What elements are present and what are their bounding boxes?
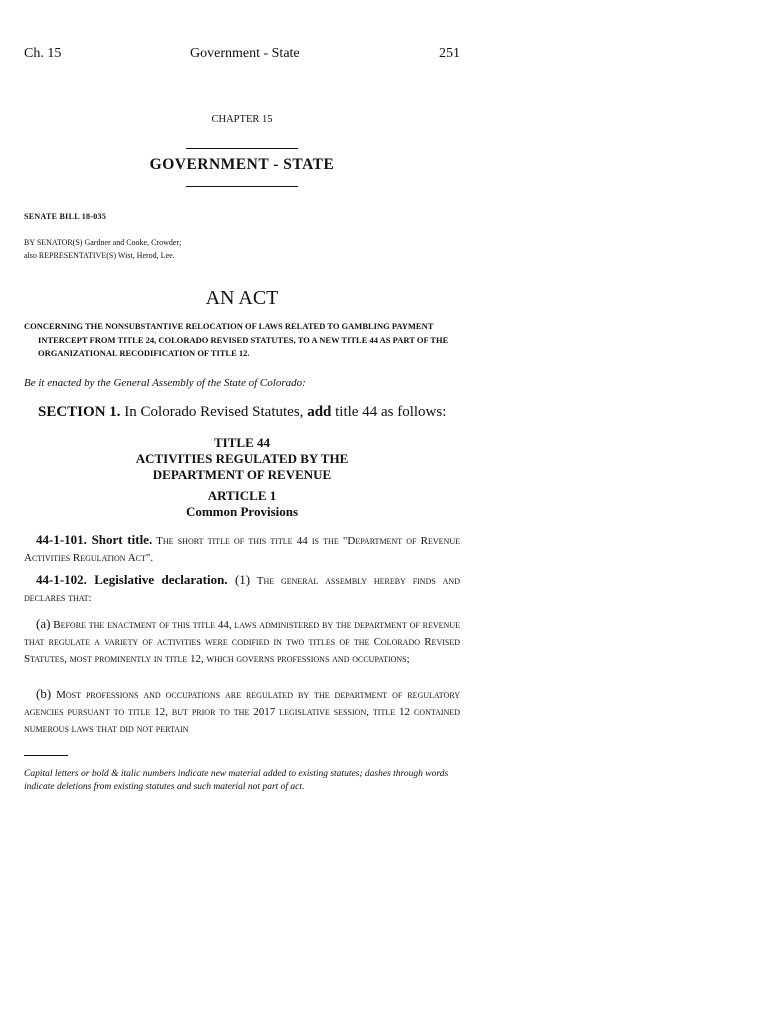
title-44-heading xyxy=(0,435,484,483)
title-rule-bottom xyxy=(186,186,298,187)
title-rule-top xyxy=(186,148,298,149)
page-header xyxy=(24,46,460,66)
section-1-add: add xyxy=(307,404,332,420)
act-concerning-clause xyxy=(24,320,460,361)
enacting-clause: Be it enacted by the General Assembly of the State of Colorado: xyxy=(24,377,306,389)
section-44-1-102-text: The general assembly hereby finds and declares that: xyxy=(24,575,460,604)
article-1-line-2: Common Provisions xyxy=(185,504,299,519)
bill-number: SENATE BILL 18-035 xyxy=(24,212,107,221)
section-1-text-a: In Colorado Revised Statutes, xyxy=(120,404,308,420)
section-44-1-101-heading: 44-1-101. Short title. xyxy=(36,532,153,547)
paragraph-a-label: (a) xyxy=(36,616,51,631)
concerning-line-2: INTERCEPT FROM TITLE 24, COLORADO REVISED STATUTES, TO A NEW TITLE 44 AS PART OF THE xyxy=(38,334,449,345)
title-44-line-1: TITLE 44 xyxy=(214,435,270,450)
act-title: AN ACT xyxy=(205,287,279,309)
section-1 xyxy=(38,404,446,421)
running-title: Government - State xyxy=(190,46,300,61)
title-44-line-3: DEPARTMENT OF REVENUE xyxy=(152,467,332,482)
footnote: Capital letters or bold & italic numbers indicate new material added to existing statutes; dashes through words indicate deletions from existing statutes and such material not part of act. xyxy=(24,769,449,792)
section-44-1-102-heading: 44-1-102. Legislative declaration. xyxy=(36,572,228,587)
section-44-1-101 xyxy=(24,531,460,567)
chapter-label: Ch. 15 xyxy=(24,46,62,61)
article-1-line-1: ARTICLE 1 xyxy=(207,488,277,503)
section-1-text-b: title 44 as follows: xyxy=(331,404,447,420)
title-44-line-2: ACTIVITIES REGULATED BY THE xyxy=(135,451,349,466)
paragraph-a-text: Before the enactment of this title 44, laws administered by the department of revenue that regulate a variety of activities were codified in two titles of the Colorado Revised Statutes, most prominently in title 12, which governs professions and occupations; xyxy=(24,619,460,665)
paragraph-b-text: Most professions and occupations are regulated by the department of regulatory agencies pursuant to title 12, but prior to the 2017 legislative session, title 12 contained numerous laws that did not pertain xyxy=(24,689,460,735)
chapter-title: GOVERNMENT - STATE xyxy=(149,156,335,173)
section-44-1-101-text: The short title of this title 44 is the "Department of Revenue Activities Regulation Act". xyxy=(24,535,460,564)
article-1-heading xyxy=(0,488,484,520)
paragraph-a xyxy=(24,615,460,668)
section-44-1-102 xyxy=(24,571,460,607)
sponsors-senate: BY SENATOR(S) Gardner and Cooke, Crowder; xyxy=(24,238,182,247)
sponsors-house: also REPRESENTATIVE(S) Wist, Herod, Lee. xyxy=(24,251,175,260)
sponsors xyxy=(24,236,181,262)
paragraph-b-label: (b) xyxy=(36,686,52,701)
section-1-label: SECTION 1. xyxy=(38,404,121,420)
footnote-rule xyxy=(24,755,68,756)
concerning-line-3: ORGANIZATIONAL RECODIFICATION OF TITLE 12. xyxy=(38,348,250,358)
page-number: 251 xyxy=(439,46,460,61)
concerning-line-1: CONCERNING THE NONSUBSTANTIVE RELOCATION OF LAWS RELATED TO GAMBLING PAYMENT xyxy=(24,321,434,331)
chapter-number: CHAPTER 15 xyxy=(211,114,273,125)
paragraph-b xyxy=(24,685,460,738)
section-44-1-102-num: (1) xyxy=(227,572,251,587)
